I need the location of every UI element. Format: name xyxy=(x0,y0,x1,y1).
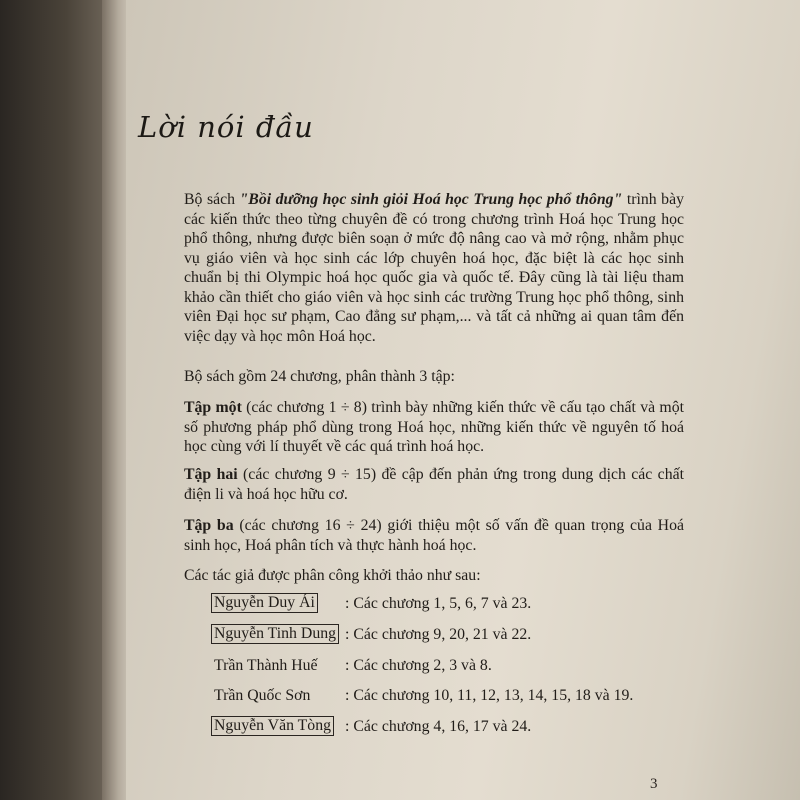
volume-2-paragraph xyxy=(184,465,684,504)
author-name: Nguyễn Duy Ái xyxy=(211,593,318,613)
volume-1-paragraph xyxy=(184,398,684,457)
background-dark-edge xyxy=(0,0,110,800)
volume-2-name: Tập hai xyxy=(184,466,238,483)
book-title: "Bồi dưỡng học sinh giỏi Hoá học Trung học phổ thông" xyxy=(239,191,623,208)
volume-2-text: (các chương 9 ÷ 15) đề cập đến phản ứng trong dung dịch các chất điện li và hoá học hữu cơ. xyxy=(184,466,684,503)
authors-intro: Các tác giả được phân công khởi thảo như sau: xyxy=(184,567,481,584)
book-page xyxy=(126,0,800,800)
author-chapters: : Các chương 2, 3 và 8. xyxy=(345,657,492,674)
volume-1-text: (các chương 1 ÷ 8) trình bày những kiến thức về cấu tạo chất và một số phương pháp phổ dùng trong Hoá học, những kiến thức về nguyên tố hoá học cùng với lí thuyết về các quá trình hoá học. xyxy=(184,399,684,455)
author-name: Nguyễn Văn Tòng xyxy=(211,716,334,736)
author-name: Trần Thành Huế xyxy=(214,657,318,674)
intro-body: trình bày các kiến thức theo từng chuyên đề có trong chương trình Hoá học Trung học phổ thông, nhưng được biên soạn ở mức độ nâng cao và mở rộng, nhằm phục vụ giáo viên và học sinh các lớp chuyên hoá học, đặc biệt là các học sinh chuẩn bị thi Olympic hoá học quốc gia và quốc tế. Đây cũng là tài liệu tham khảo cần thiết cho giáo viên và học sinh các trường Trung học phổ thông, sinh viên Đại học sư phạm, Cao đẳng sư phạm,... và tất cả những ai quan tâm đến việc dạy và học môn Hoá học. xyxy=(184,191,684,345)
structure-paragraph: Bộ sách gồm 24 chương, phân thành 3 tập: xyxy=(184,368,455,385)
author-name: Trần Quốc Sơn xyxy=(214,687,311,704)
author-chapters: : Các chương 10, 11, 12, 13, 14, 15, 18 và 19. xyxy=(345,687,634,704)
author-name: Nguyễn Tinh Dung xyxy=(211,624,339,644)
page-heading: Lời nói đầu xyxy=(138,110,314,144)
page-number: 3 xyxy=(650,776,658,792)
intro-paragraph xyxy=(184,190,684,346)
volume-1-name: Tập một xyxy=(184,399,242,416)
volume-3-paragraph xyxy=(184,516,684,555)
author-chapters: : Các chương 4, 16, 17 và 24. xyxy=(345,718,532,735)
author-chapters: : Các chương 9, 20, 21 và 22. xyxy=(345,626,532,643)
volume-3-name: Tập ba xyxy=(184,517,234,534)
author-chapters: : Các chương 1, 5, 6, 7 và 23. xyxy=(345,595,532,612)
intro-prefix: Bộ sách xyxy=(184,191,240,208)
volume-3-text: (các chương 16 ÷ 24) giới thiệu một số vấn đề quan trọng của Hoá sinh học, Hoá phân tích và thực hành hoá học. xyxy=(184,517,684,554)
